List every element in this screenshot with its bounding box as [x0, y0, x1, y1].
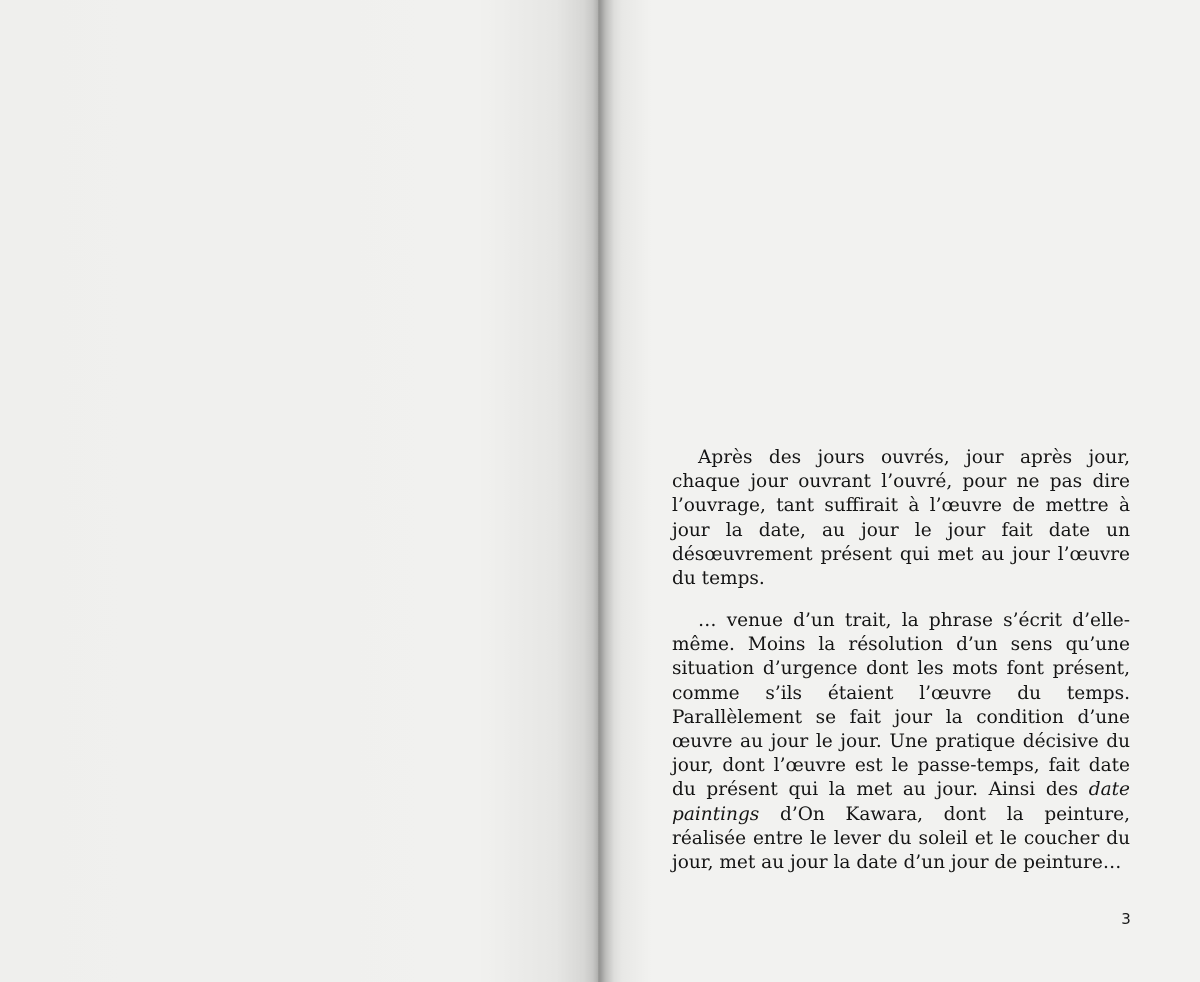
- paragraph-2-italic-title: date paintings: [672, 779, 1130, 825]
- paragraph-1-text: Après des jours ouvrés, jour après jour, chaque jour ouvrant l’ouvré, pour ne pas dire l’ouvrage, tant suffirait à l’œuvre de mettre à jour la date, au jour le jour fait date un désœuvrement présent qui met au jour l’œuvre du temps.: [672, 447, 1130, 590]
- paragraph-2-start: … venue d’un trait, la phrase s’écrit d’elle-même. Moins la résolution d’un sens qu’une situation d’urgence dont les mots font présent, comme s’ils étaient l’œuvre du temps. Parallèlement se fait jour la condition d’une œuvre au jour le jour. Une pratique décisive du jour, dont l’œuvre est le passe-temps, fait date du présent qui la met au jour. Ainsi des: [672, 610, 1130, 801]
- paragraph-2-end: d’On Kawara, dont la peinture, réalisée entre le lever du soleil et le coucher du jour, met au jour la date d’un jour de peinture…: [672, 803, 1130, 874]
- page-number: 3: [1121, 910, 1131, 928]
- paragraph-2-text: [672, 609, 1130, 875]
- left-page: [0, 0, 598, 982]
- book-gutter: [584, 0, 614, 982]
- paragraph-1: [672, 446, 1130, 591]
- paragraph-2: [672, 609, 1130, 875]
